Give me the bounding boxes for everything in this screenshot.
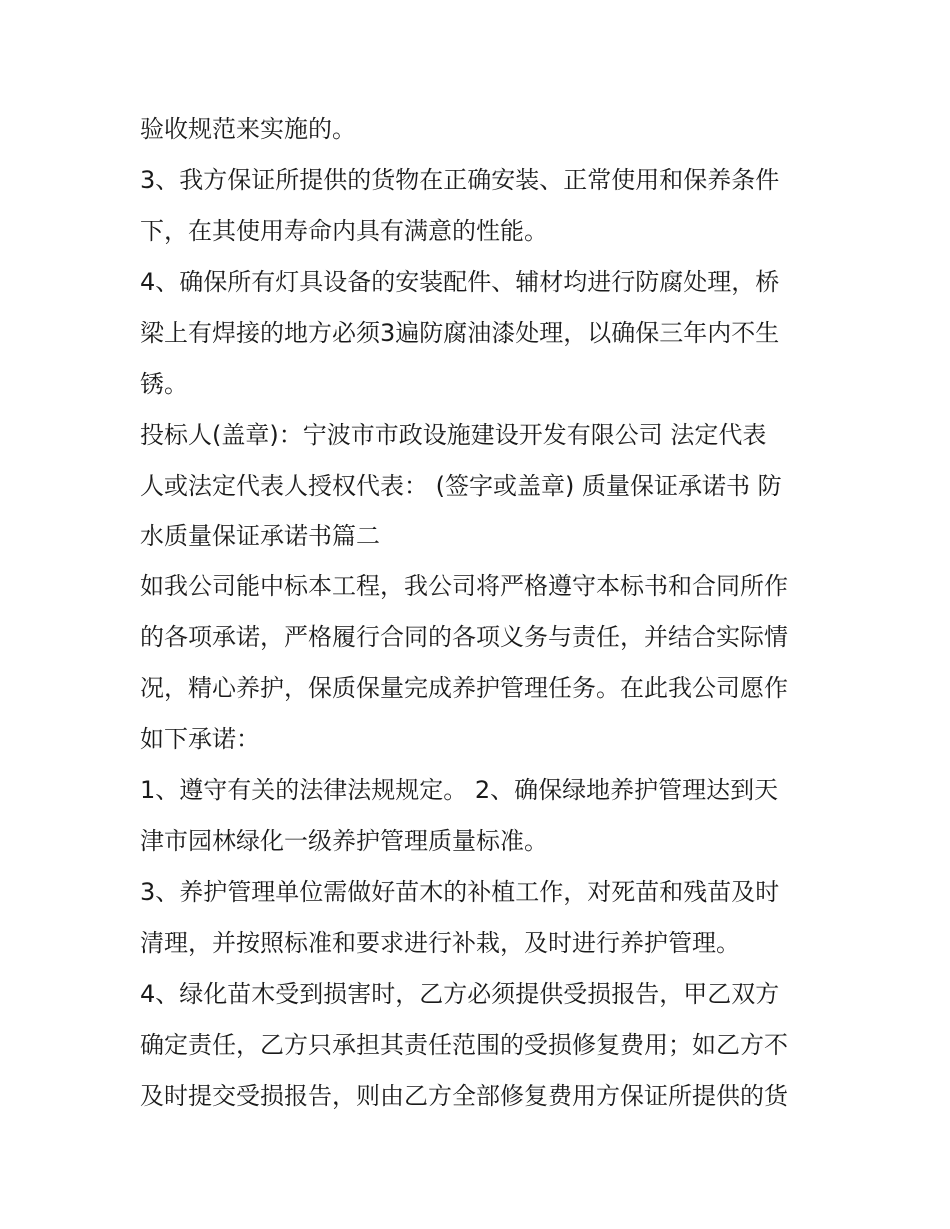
text-line: 验收规范来实施的。 [140, 115, 356, 143]
text-line: 及时提交受损报告，则由乙方全部修复费用方保证所提供的货 [140, 1082, 788, 1110]
text-line: 锈。 [140, 370, 188, 398]
text-line: 如我公司能中标本工程，我公司将严格遵守本标书和合同所作 [140, 572, 788, 600]
text-line: 1、遵守有关的法律法规规定。 2、确保绿地养护管理达到天 [140, 776, 779, 804]
text-line: 确定责任，乙方只承担其责任范围的受损修复费用；如乙方不 [140, 1031, 788, 1059]
text-line: 况，精心养护，保质保量完成养护管理任务。在此我公司愿作 [140, 674, 788, 702]
text-line: 人或法定代表人授权代表： (签字或盖章) 质量保证承诺书 防 [140, 472, 782, 500]
text-line: 梁上有焊接的地方必须3遍防腐油漆处理，以确保三年内不生 [140, 319, 780, 347]
text-line: 下，在其使用寿命内具有满意的性能。 [140, 217, 548, 245]
text-line: 投标人(盖章)：宁波市市政设施建设开发有限公司 法定代表 [140, 421, 767, 449]
text-line: 4、确保所有灯具设备的安装配件、辅材均进行防腐处理，桥 [140, 268, 780, 296]
text-line: 水质量保证承诺书篇二 [140, 522, 380, 550]
text-line: 如下承诺： [140, 725, 260, 753]
text-line: 津市园林绿化一级养护管理质量标准。 [140, 827, 548, 855]
text-line: 清理，并按照标准和要求进行补栽，及时进行养护管理。 [140, 929, 740, 957]
text-line: 的各项承诺，严格履行合同的各项义务与责任，并结合实际情 [140, 623, 788, 651]
text-line: 3、养护管理单位需做好苗木的补植工作，对死苗和残苗及时 [140, 878, 780, 906]
text-line: 3、我方保证所提供的货物在正确安装、正常使用和保养条件 [140, 166, 780, 194]
text-line: 4、绿化苗木受到损害时，乙方必须提供受损报告，甲乙双方 [140, 980, 780, 1008]
